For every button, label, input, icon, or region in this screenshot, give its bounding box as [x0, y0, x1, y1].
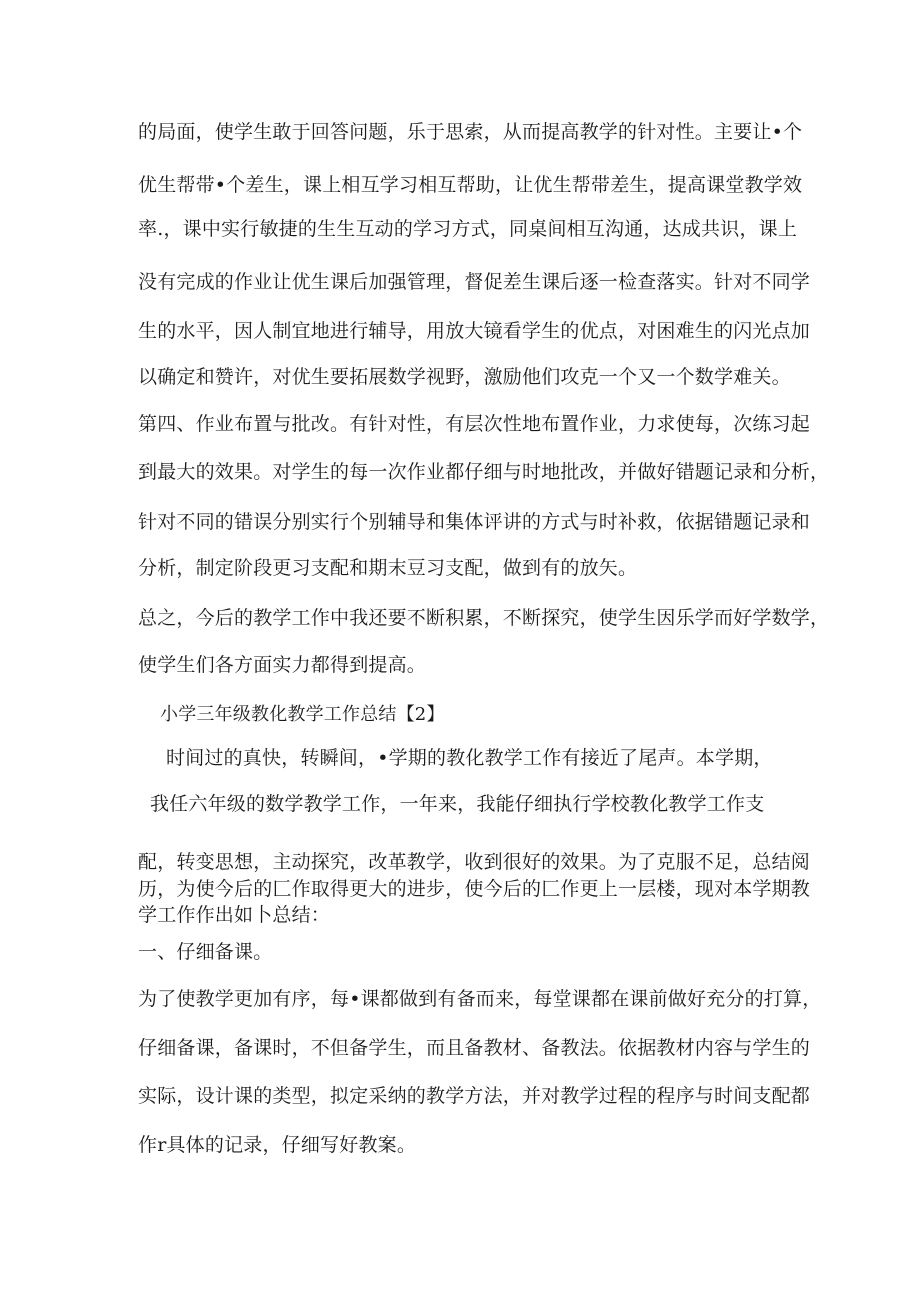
text-line: 针对不同的错误分别实行个别辅导和集体评讲的方式与时补救，依据错题记录和	[138, 511, 811, 533]
text-line: 率.，课中实行敏捷的生生互动的学习方式，同桌间相互沟通，达成共识，课上	[138, 218, 798, 240]
text-line: 的局面，使学生敢于回答问题，乐于思索，从而提高教学的针对性。主要让•个	[138, 121, 803, 143]
text-line: 实际，设计课的类型，拟定采纳的教学方法，并对教学过程的程序与时间支配都	[138, 1085, 811, 1107]
section-heading: 小学三年级教化教学工作总结【2】	[160, 704, 445, 725]
text-line: 配，转变思想，主动探究，改革教学，收到很好的效果。为了克服不足，总结阅	[138, 851, 811, 873]
text-line: 第四、作业布置与批改。有针对性，有层次性地布置作业，力求使每，次练习起	[138, 413, 811, 435]
text-line: 以确定和赞许，对优生要拓展数学视野，激励他们攻克一个又一个数学难关。	[138, 366, 791, 388]
text-line: 生的水平，因人制宜地进行辅导，用放大镜看学生的优点，对困难生的闪光点加	[138, 320, 811, 342]
text-line: 使学生们各方面实力都得到提高。	[138, 654, 427, 676]
text-line: 为了使教学更加有序，每•课都做到有备而来，每堂课都在课前做好充分的打算，	[138, 988, 822, 1010]
text-line: 分析，制定阶段更习支配和期末豆习支配，做到有的放矢。	[138, 557, 638, 579]
text-line: 学工作作出如卜总结：	[138, 904, 331, 926]
text-line: 作r具体的记录，仔细写好教案。	[138, 1134, 417, 1156]
text-line: 时间过的真快，转瞬间，•学期的教化教学工作有接近了尾声。本学期，	[166, 747, 773, 769]
text-line: 我任六年级的数学教学工作，一年来，我能仔细执行学校教化教学工作支	[150, 793, 765, 815]
text-line: 总之，今后的教学工作中我还要不断积累，不断探究，使学生因乐学而好学数学，	[138, 607, 830, 629]
text-line: 仔细备课，备课时，不但备学生，而且备教材、备教法。依据教材内容与学生的	[138, 1037, 811, 1059]
text-line: 到最大的效果。对学生的每一次作业都仔细与时地批改，并做好错题记录和分析，	[138, 461, 830, 483]
text-line: 优生帮带•个差生，课上相互学习相互帮助，让优生帮带差生，提高课堂教学效	[138, 174, 803, 196]
subsection-heading: 一、仔细备课。	[138, 941, 273, 963]
text-line: 历，为使今后的匚作取得更大的进步，使今后的匚作更上一层楼，现对本学期教	[138, 878, 811, 900]
text-line: 没有完成的作业让优生课后加强管理，督促差生课后逐一检查落实。针对不同学	[138, 271, 811, 293]
